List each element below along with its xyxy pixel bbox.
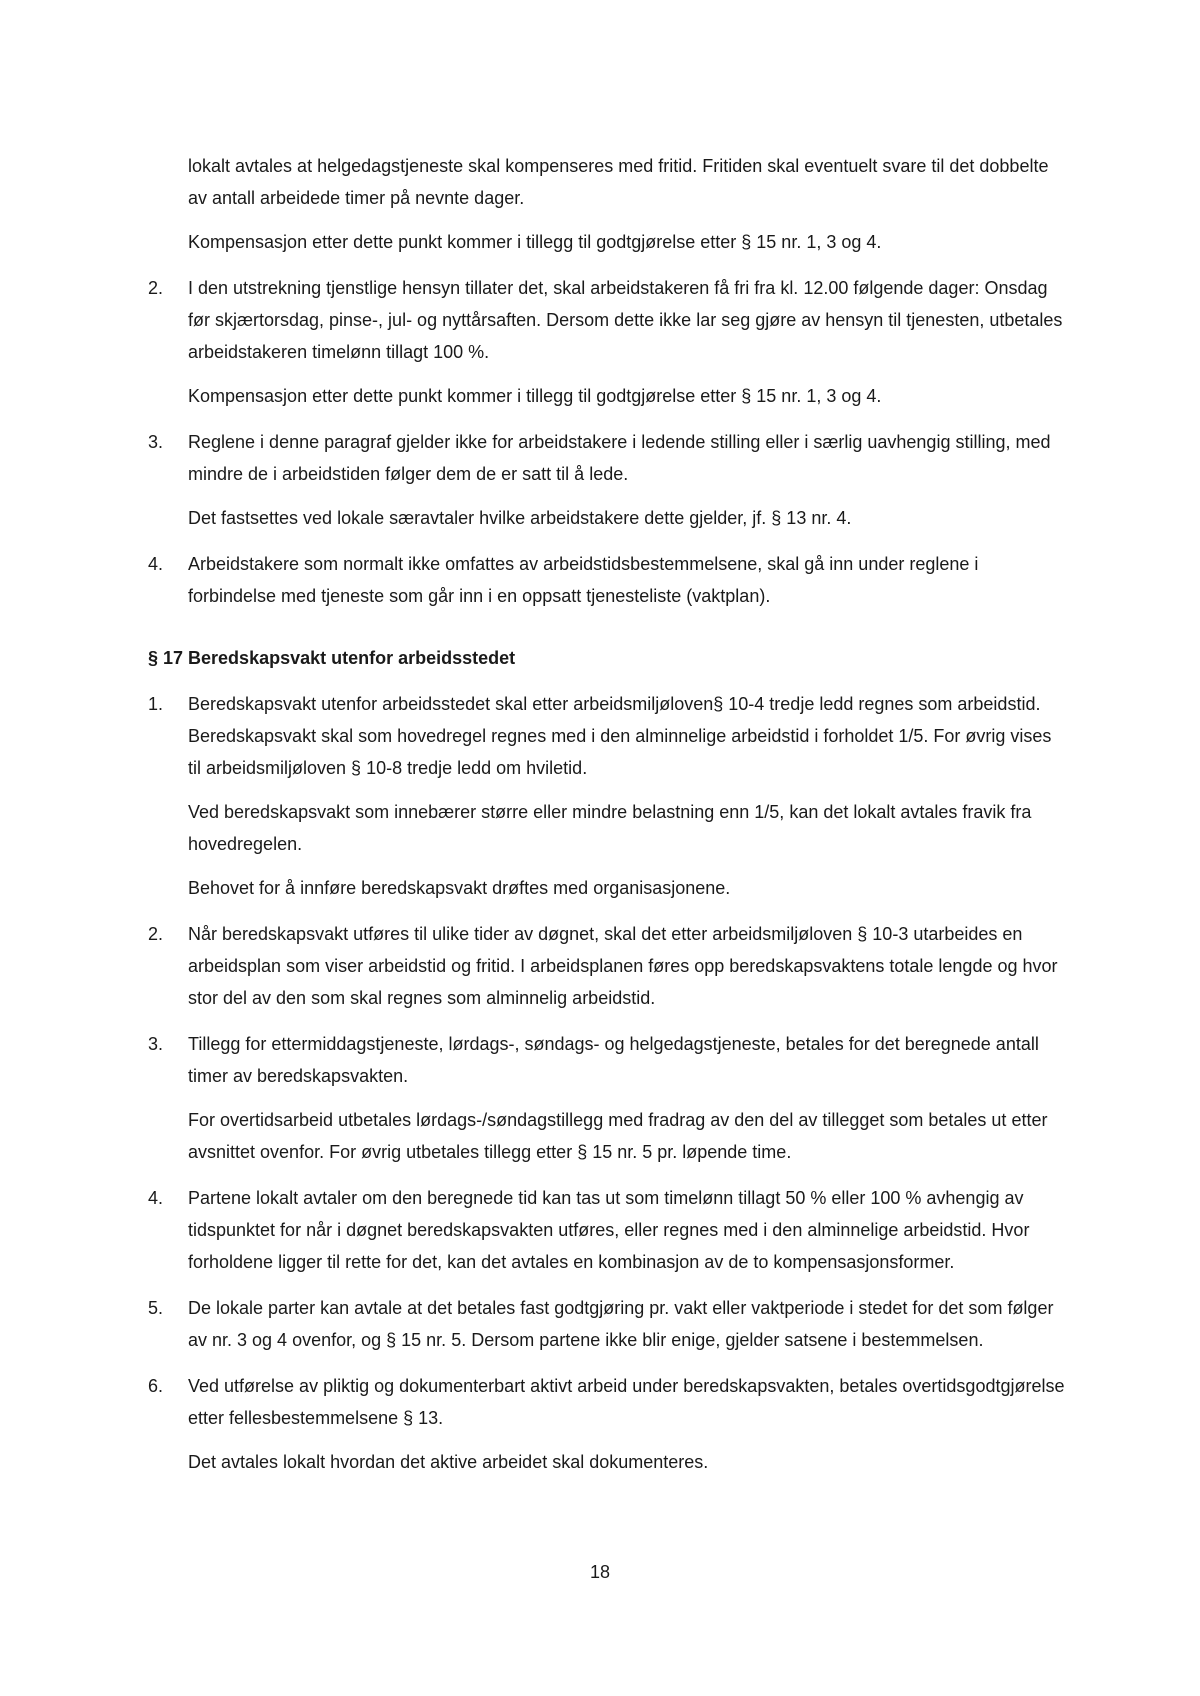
item-paragraph: For overtidsarbeid utbetales lørdags-/søndagstillegg med fradrag av den del av tillegget som betales ut etter avsnittet ovenfor. For øvrig utbetales tillegg etter § 15 nr. 5 pr. løpende time. bbox=[188, 1110, 1048, 1162]
item-paragraph: Ved utførelse av pliktig og dokumenterbart aktivt arbeid under beredskapsvakten, betales overtidsgodtgjørelse etter fellesbestemmelsene § 13. bbox=[188, 1376, 1065, 1428]
item-number: 1. bbox=[148, 694, 164, 714]
item-paragraph: Kompensasjon etter dette punkt kommer i tillegg til godtgjørelse etter § 15 nr. 1, 3 og 4. bbox=[188, 386, 882, 406]
page-number: 18 bbox=[589, 1562, 611, 1582]
list-item bbox=[148, 1370, 1068, 1478]
item-paragraph: Det avtales lokalt hvordan det aktive arbeidet skal dokumenteres. bbox=[188, 1452, 709, 1472]
item-paragraph: Tillegg for ettermiddagstjeneste, lørdags-, søndags- og helgedagstjeneste, betales for det beregnede antall timer av beredskapsvakten. bbox=[188, 1034, 1039, 1086]
page-content bbox=[148, 150, 1068, 1478]
list-item bbox=[148, 272, 1068, 412]
section-heading: § 17 Beredskapsvakt utenfor arbeidsstedet bbox=[148, 648, 516, 668]
item-number: 3. bbox=[148, 432, 164, 452]
intro-paragraph: Kompensasjon etter dette punkt kommer i tillegg til godtgjørelse etter § 15 nr. 1, 3 og 4. bbox=[188, 232, 882, 252]
list-item bbox=[148, 918, 1068, 1014]
list-item bbox=[148, 1292, 1068, 1356]
item-paragraph: Behovet for å innføre beredskapsvakt drøftes med organisasjonene. bbox=[188, 878, 731, 898]
intro-paragraph: lokalt avtales at helgedagstjeneste skal kompenseres med fritid. Fritiden skal eventuelt svare til det dobbelte av antall arbeidede timer på nevnte dager. bbox=[188, 156, 1049, 208]
item-number: 4. bbox=[148, 1188, 164, 1208]
item-paragraph: Ved beredskapsvakt som innebærer større eller mindre belastning enn 1/5, kan det lokalt avtales fravik fra hovedregelen. bbox=[188, 802, 1032, 854]
item-number: 2. bbox=[148, 278, 164, 298]
item-paragraph: Beredskapsvakt utenfor arbeidsstedet skal etter arbeidsmiljøloven§ 10-4 tredje ledd regnes som arbeidstid. Beredskapsvakt skal som hovedregel regnes med i den alminnelige arbeidstid i forholdet 1/5. For øvrig vises til arbeidsmiljøloven § 10-8 tredje ledd om hviletid. bbox=[188, 694, 1052, 778]
item-number: 3. bbox=[148, 1034, 164, 1054]
item-number: 2. bbox=[148, 924, 164, 944]
item-paragraph: Reglene i denne paragraf gjelder ikke for arbeidstakere i ledende stilling eller i særlig uavhengig stilling, med mindre de i arbeidstiden følger dem de er satt til å lede. bbox=[188, 432, 1051, 484]
item-paragraph: I den utstrekning tjenstlige hensyn tillater det, skal arbeidstakeren få fri fra kl. 12.00 følgende dager: Onsdag før skjærtorsdag, pinse-, jul- og nyttårsaften. Dersom dette ikke lar seg gjøre av hensyn til tjenesten, utbetales arbeidstakeren timelønn tillagt 100 %. bbox=[188, 278, 1063, 362]
list-item bbox=[148, 548, 1068, 612]
item-paragraph: Det fastsettes ved lokale særavtaler hvilke arbeidstakere dette gjelder, jf. § 13 nr. 4. bbox=[188, 508, 852, 528]
list-item bbox=[148, 1182, 1068, 1278]
list-item bbox=[148, 426, 1068, 534]
item-paragraph: Arbeidstakere som normalt ikke omfattes av arbeidstidsbestemmelsene, skal gå inn under reglene i forbindelse med tjeneste som går inn i en oppsatt tjenesteliste (vaktplan). bbox=[188, 554, 979, 606]
item-number: 6. bbox=[148, 1376, 164, 1396]
item-paragraph: Når beredskapsvakt utføres til ulike tider av døgnet, skal det etter arbeidsmiljøloven § 10-3 utarbeides en arbeidsplan som viser arbeidstid og fritid. I arbeidsplanen føres opp beredskapsvaktens totale lengde og hvor stor del av den som skal regnes som alminnelig arbeidstid. bbox=[188, 924, 1058, 1008]
item-number: 5. bbox=[148, 1298, 164, 1318]
item-number: 4. bbox=[148, 554, 164, 574]
item-paragraph: De lokale parter kan avtale at det betales fast godtgjøring pr. vakt eller vaktperiode i stedet for det som følger av nr. 3 og 4 ovenfor, og § 15 nr. 5. Dersom partene ikke blir enige, gjelder satsene i bestemmelsen. bbox=[188, 1298, 1054, 1350]
list-item bbox=[148, 688, 1068, 904]
item-paragraph: Partene lokalt avtaler om den beregnede tid kan tas ut som timelønn tillagt 50 % eller 100 % avhengig av tidspunktet for når i døgnet beredskapsvakten utføres, eller regnes med i den alminnelige arbeidstid. Hvor forholdene ligger til rette for det, kan det avtales en kombinasjon av de to kompensasjonsformer. bbox=[188, 1188, 1030, 1272]
list-item bbox=[148, 1028, 1068, 1168]
